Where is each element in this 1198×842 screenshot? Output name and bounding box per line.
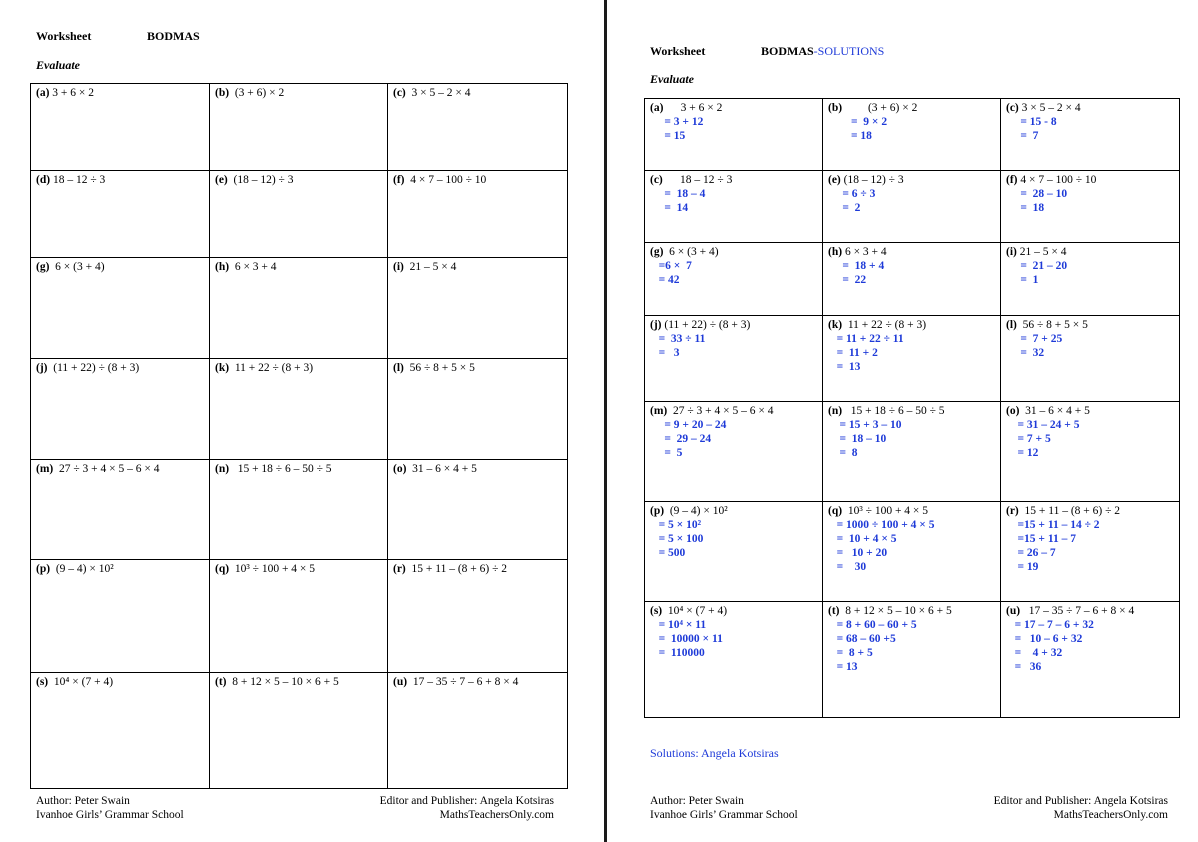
problem-label: (p) (36, 563, 51, 575)
problem-line (215, 173, 382, 187)
problem-expression: 18 – 12 ÷ 3 (50, 174, 106, 186)
problem-label: (g) (36, 261, 50, 273)
problem-cell (210, 359, 388, 460)
problem-cell (823, 502, 1001, 602)
problem-cell (210, 560, 388, 673)
problem-cell (645, 99, 823, 171)
problem-expression: 10³ ÷ 100 + 4 × 5 (229, 563, 316, 575)
problem-expression: 17 – 35 ÷ 7 – 6 + 8 × 4 (407, 676, 519, 688)
worksheet-label: Worksheet (650, 44, 706, 58)
problem-expression: (18 – 12) ÷ 3 (840, 174, 904, 186)
author-name: Author: Peter Swain (36, 795, 130, 807)
problem-label: (s) (650, 605, 663, 617)
evaluate-heading: Evaluate (650, 72, 694, 86)
problem-expression: 3 + 6 × 2 (49, 87, 95, 99)
problem-label: (b) (215, 87, 230, 99)
problem-expression: 31 – 6 × 4 + 5 (406, 463, 477, 475)
grid-row (645, 243, 1180, 316)
problem-expression: 3 × 5 – 2 × 4 (405, 87, 471, 99)
problem-cell (823, 99, 1001, 171)
problem-line (828, 318, 995, 332)
problem-expression: (3 + 6) × 2 (229, 87, 285, 99)
editor-name: Editor and Publisher: Angela Kotsiras (993, 795, 1168, 807)
grid-row (31, 359, 568, 460)
problem-line (1006, 245, 1174, 259)
solution-steps: = 3 + 12 = 15 (664, 116, 704, 142)
problem-label: (m) (650, 405, 668, 417)
solution-steps: = 9 + 20 – 24 = 29 – 24 = 5 (664, 419, 727, 459)
grid-row (645, 402, 1180, 502)
problem-line (1006, 101, 1174, 115)
problem-cell (823, 402, 1001, 502)
website: MathsTeachersOnly.com (439, 809, 554, 821)
worksheet-label: Worksheet (36, 29, 92, 43)
problem-label: (g) (650, 246, 664, 258)
problem-line (215, 361, 382, 375)
title-suffix: -SOLUTIONS (813, 44, 885, 58)
problem-cell (210, 673, 388, 789)
problem-label: (d) (36, 174, 51, 186)
problem-label: (n) (215, 463, 230, 475)
problem-cell (31, 171, 210, 258)
solutions-page (607, 0, 1198, 842)
problem-expression: 10⁴ × (7 + 4) (48, 676, 114, 688)
problem-expression: 27 ÷ 3 + 4 × 5 – 6 × 4 (667, 405, 774, 417)
problem-cell (1001, 99, 1180, 171)
problem-label: (k) (215, 362, 230, 374)
problem-label: (o) (1006, 405, 1020, 417)
problem-cell (31, 460, 210, 560)
problem-label: (u) (393, 676, 408, 688)
editor-name: Editor and Publisher: Angela Kotsiras (379, 795, 554, 807)
problem-expression: 4 × 7 – 100 ÷ 10 (404, 174, 487, 186)
problem-label: (k) (828, 319, 843, 331)
solution-steps: = 17 – 7 – 6 + 32 = 10 – 6 + 32 = 4 + 32 = 36 (1014, 619, 1094, 673)
problem-cell (645, 602, 823, 718)
problem-line (215, 260, 382, 274)
problem-cell (1001, 602, 1180, 718)
problem-expression: 3 + 6 × 2 (663, 102, 723, 114)
evaluate-heading: Evaluate (36, 58, 80, 72)
problem-line (828, 404, 995, 418)
problem-cell (1001, 502, 1180, 602)
school-name: Ivanhoe Girls’ Grammar School (36, 809, 184, 821)
author-footer (650, 794, 798, 822)
problem-label: (r) (393, 563, 406, 575)
problem-label: (q) (215, 563, 230, 575)
grid-row (31, 673, 568, 789)
worksheet-title: BODMAS (147, 29, 200, 43)
problem-label: (r) (1006, 505, 1019, 517)
problem-cell (388, 560, 568, 673)
grid-row (31, 171, 568, 258)
problem-label: (e) (215, 174, 228, 186)
solution-steps: =6 × 7 = 42 (658, 260, 692, 286)
solution-steps: = 6 ÷ 3 = 2 (842, 188, 876, 214)
problem-line (36, 562, 204, 576)
problem-expression: 3 × 5 – 2 × 4 (1018, 102, 1081, 114)
problem-expression: (11 + 22) ÷ (8 + 3) (661, 319, 751, 331)
solution-steps: = 9 × 2 = 18 (851, 116, 888, 142)
problem-expression: 21 – 5 × 4 (403, 261, 457, 273)
problem-cell (645, 402, 823, 502)
problem-line (828, 101, 995, 115)
school-name: Ivanhoe Girls’ Grammar School (650, 809, 798, 821)
problem-expression: 31 – 6 × 4 + 5 (1019, 405, 1090, 417)
solution-steps: = 15 + 3 – 10 = 18 – 10 = 8 (839, 419, 902, 459)
grid-row (645, 316, 1180, 402)
problem-line (393, 173, 562, 187)
solutions-credit: Solutions: Angela Kotsiras (650, 746, 779, 760)
problem-expression: 18 – 12 ÷ 3 (662, 174, 733, 186)
problem-line (215, 86, 382, 100)
solution-steps: = 28 – 10 = 18 (1020, 188, 1068, 214)
grid-row (31, 84, 568, 171)
problem-cell (645, 502, 823, 602)
problem-label: (t) (215, 676, 227, 688)
problem-cell (388, 84, 568, 171)
problem-expression: (3 + 6) × 2 (842, 102, 918, 114)
problem-label: (l) (393, 362, 404, 374)
website: MathsTeachersOnly.com (1053, 809, 1168, 821)
problem-line (393, 462, 562, 476)
problem-line (1006, 604, 1174, 618)
problem-expression: 15 + 18 ÷ 6 – 50 ÷ 5 (842, 405, 945, 417)
problem-label: (j) (36, 362, 48, 374)
problem-label: (j) (650, 319, 662, 331)
grid-row (645, 502, 1180, 602)
problem-line (393, 675, 562, 689)
solution-steps: = 21 – 20 = 1 (1020, 260, 1068, 286)
grid-row (31, 460, 568, 560)
problem-expression: 15 + 18 ÷ 6 – 50 ÷ 5 (229, 463, 332, 475)
problem-cell (388, 673, 568, 789)
problem-line (828, 245, 995, 259)
problem-line (36, 462, 204, 476)
problem-line (393, 86, 562, 100)
problem-line (215, 675, 382, 689)
author-name: Author: Peter Swain (650, 795, 744, 807)
problem-line (215, 462, 382, 476)
problem-cell (645, 243, 823, 316)
problem-expression: (11 + 22) ÷ (8 + 3) (47, 362, 140, 374)
problem-label: (c) (393, 87, 406, 99)
problem-label: (i) (393, 261, 404, 273)
problem-line (393, 361, 562, 375)
problem-label: (i) (1006, 246, 1017, 258)
problem-line (1006, 504, 1174, 518)
problem-cell (31, 359, 210, 460)
problem-cell (823, 602, 1001, 718)
problem-line (36, 675, 204, 689)
solution-steps: = 7 + 25 = 32 (1020, 333, 1063, 359)
problem-expression: 56 ÷ 8 + 5 × 5 (403, 362, 475, 374)
problem-cell (388, 258, 568, 359)
problem-cell (210, 258, 388, 359)
grid-row (645, 99, 1180, 171)
problem-line (1006, 404, 1174, 418)
question-grid (30, 83, 568, 789)
problem-line (36, 361, 204, 375)
problem-line (650, 318, 817, 332)
problem-label: (q) (828, 505, 843, 517)
problem-cell (645, 171, 823, 243)
solution-steps: = 33 ÷ 11 = 3 (658, 333, 706, 359)
problem-label: (t) (828, 605, 840, 617)
problem-cell (1001, 316, 1180, 402)
grid-row (645, 602, 1180, 718)
problem-expression: 6 × (3 + 4) (49, 261, 105, 273)
problem-label: (h) (828, 246, 843, 258)
grid-row (31, 560, 568, 673)
solution-steps: = 18 – 4 = 14 (664, 188, 706, 214)
problem-expression: 56 ÷ 8 + 5 × 5 (1016, 319, 1088, 331)
solution-grid (644, 98, 1180, 718)
solution-steps: = 8 + 60 – 60 + 5 = 68 – 60 +5 = 8 + 5 = 13 (836, 619, 917, 673)
problem-expression: 21 – 5 × 4 (1016, 246, 1067, 258)
problem-expression: 4 × 7 – 100 ÷ 10 (1017, 174, 1097, 186)
problem-cell (388, 171, 568, 258)
solution-steps: = 18 + 4 = 22 (842, 260, 885, 286)
problem-label: (f) (393, 174, 405, 186)
problem-line (1006, 318, 1174, 332)
problem-expression: 17 – 35 ÷ 7 – 6 + 8 × 4 (1020, 605, 1135, 617)
problem-cell (210, 84, 388, 171)
problem-cell (31, 258, 210, 359)
problem-expression: 6 × (3 + 4) (663, 246, 719, 258)
problem-expression: 11 + 22 ÷ (8 + 3) (229, 362, 314, 374)
solution-steps: = 5 × 10² = 5 × 100 = 500 (658, 519, 704, 559)
problem-cell (31, 673, 210, 789)
problem-line (650, 404, 817, 418)
problem-label: (f) (1006, 174, 1018, 186)
problem-cell (823, 316, 1001, 402)
problem-line (650, 504, 817, 518)
problem-label: (c) (1006, 102, 1019, 114)
problem-line (36, 173, 204, 187)
problem-label: (p) (650, 505, 665, 517)
problem-label: (a) (36, 87, 50, 99)
problem-cell (210, 171, 388, 258)
problem-line (828, 173, 995, 187)
solution-steps: = 31 – 24 + 5 = 7 + 5 = 12 (1017, 419, 1080, 459)
problem-line (828, 604, 995, 618)
problem-line (393, 260, 562, 274)
problem-cell (31, 84, 210, 171)
problem-label: (c) (650, 174, 663, 186)
problem-line (650, 245, 817, 259)
solution-steps: =15 + 11 – 14 ÷ 2 =15 + 11 – 7 = 26 – 7 = 19 (1017, 519, 1100, 573)
problem-label: (b) (828, 102, 843, 114)
problem-expression: (9 – 4) × 10² (50, 563, 114, 575)
problem-label: (n) (828, 405, 843, 417)
problem-expression: 15 + 11 – (8 + 6) ÷ 2 (405, 563, 508, 575)
problem-cell (388, 359, 568, 460)
problem-line (36, 260, 204, 274)
problem-cell (1001, 243, 1180, 316)
problem-label: (a) (650, 102, 664, 114)
problem-label: (l) (1006, 319, 1017, 331)
solution-steps: = 15 - 8 = 7 (1020, 116, 1057, 142)
problem-cell (823, 243, 1001, 316)
problem-label: (o) (393, 463, 407, 475)
problem-label: (m) (36, 463, 54, 475)
problem-line (1006, 173, 1174, 187)
publisher-footer (330, 794, 554, 822)
title-main: BODMAS (761, 44, 814, 58)
solution-steps: = 10⁴ × 11 = 10000 × 11 = 110000 (658, 619, 723, 659)
problem-cell (1001, 171, 1180, 243)
problem-expression: (18 – 12) ÷ 3 (227, 174, 294, 186)
problem-line (650, 101, 817, 115)
problem-expression: 8 + 12 × 5 – 10 × 6 + 5 (226, 676, 339, 688)
problem-cell (31, 560, 210, 673)
grid-row (31, 258, 568, 359)
problem-expression: 15 + 11 – (8 + 6) ÷ 2 (1018, 505, 1121, 517)
problem-line (393, 562, 562, 576)
author-footer (36, 794, 184, 822)
problem-line (215, 562, 382, 576)
problem-line (650, 173, 817, 187)
problem-cell (210, 460, 388, 560)
solution-steps: = 11 + 22 ÷ 11 = 11 + 2 = 13 (836, 333, 904, 373)
problem-cell (388, 460, 568, 560)
problem-cell (1001, 402, 1180, 502)
problem-line (36, 86, 204, 100)
solution-steps: = 1000 ÷ 100 + 4 × 5 = 10 + 4 × 5 = 10 + 20 = 30 (836, 519, 935, 573)
problem-cell (645, 316, 823, 402)
problem-expression: 10³ ÷ 100 + 4 × 5 (842, 505, 929, 517)
problem-label: (u) (1006, 605, 1021, 617)
publisher-footer (942, 794, 1168, 822)
grid-row (645, 171, 1180, 243)
problem-expression: (9 – 4) × 10² (664, 505, 728, 517)
problem-line (828, 504, 995, 518)
problem-expression: 10⁴ × (7 + 4) (662, 605, 728, 617)
problem-expression: 6 × 3 + 4 (229, 261, 277, 273)
problem-expression: 6 × 3 + 4 (842, 246, 887, 258)
worksheet-title (761, 44, 884, 59)
problem-label: (h) (215, 261, 230, 273)
problem-cell (823, 171, 1001, 243)
problem-expression: 8 + 12 × 5 – 10 × 6 + 5 (839, 605, 952, 617)
problem-expression: 11 + 22 ÷ (8 + 3) (842, 319, 927, 331)
problem-expression: 27 ÷ 3 + 4 × 5 – 6 × 4 (53, 463, 160, 475)
problem-line (650, 604, 817, 618)
problem-label: (s) (36, 676, 49, 688)
problem-label: (e) (828, 174, 841, 186)
